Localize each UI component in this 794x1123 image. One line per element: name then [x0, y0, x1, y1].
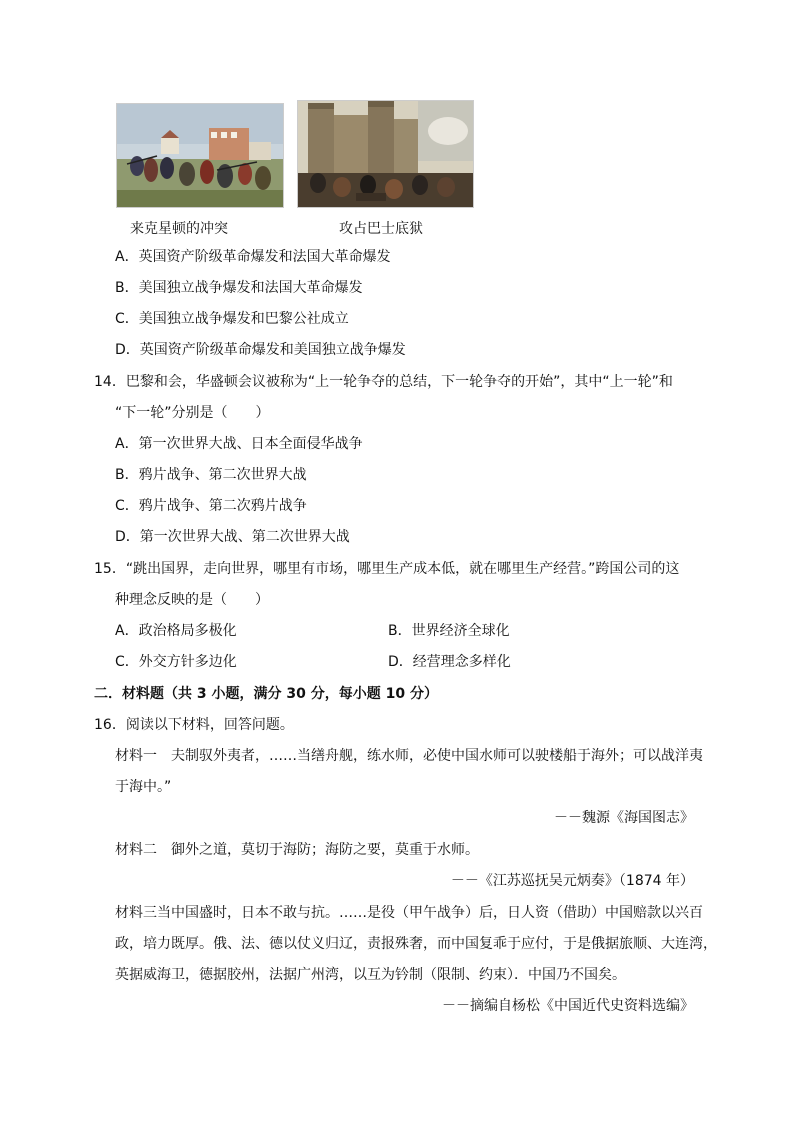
q13-option-c: C．美国独立战争爆发和巴黎公社成立 — [115, 311, 349, 327]
q14-stem-line1: 14．巴黎和会，华盛顿会议被称为“上一轮争夺的总结，下一轮争夺的开始”，其中“上一轮”和 — [94, 374, 673, 390]
q16-material2-source: －－《江苏巡抚吴元炳奏》（1874 年） — [450, 873, 694, 889]
q14-option-a: A．第一次世界大战、日本全面侵华战争 — [115, 436, 363, 452]
lexington-battle-image — [116, 103, 284, 208]
q14-option-d: D．第一次世界大战、第二次世界大战 — [115, 529, 350, 545]
q13-option-b: B．美国独立战争爆发和法国大革命爆发 — [115, 280, 363, 296]
q16-material1-line2: 于海中。” — [115, 779, 172, 795]
q15-option-d: D．经营理念多样化 — [388, 654, 511, 670]
q15-option-b: B．世界经济全球化 — [388, 623, 510, 639]
q13-option-a: A．英国资产阶级革命爆发和法国大革命爆发 — [115, 249, 391, 265]
q13-option-d: D．英国资产阶级革命爆发和美国独立战争爆发 — [115, 342, 406, 358]
q14-stem-line2: “下一轮”分别是（ ） — [115, 405, 270, 421]
q15-option-a: A．政治格局多极化 — [115, 623, 237, 639]
image-caption-bastille: 攻占巴士底狱 — [339, 221, 423, 237]
q16-material3-source: －－摘编自杨松《中国近代史资料选编》 — [442, 998, 694, 1014]
q14-option-b: B．鸦片战争、第二次世界大战 — [115, 467, 307, 483]
q16-stem: 16．阅读以下材料，回答问题。 — [94, 717, 294, 733]
q16-material3-line1: 材料三当中国盛时，日本不敢与抗。……是役（甲午战争）后，日人资（借助）中国赔款以兴百 — [115, 905, 703, 921]
q15-option-c: C．外交方针多边化 — [115, 654, 237, 670]
image-caption-lexington: 来克星顿的冲突 — [130, 221, 228, 237]
storming-bastille-image — [297, 100, 474, 208]
section-heading: 二．材料题（共 3 小题，满分 30 分，每小题 10 分） — [94, 686, 438, 702]
q16-material1-source: －－魏源《海国图志》 — [554, 810, 694, 826]
q14-option-c: C．鸦片战争、第二次鸦片战争 — [115, 498, 307, 514]
q16-material3-line3: 英据威海卫，德据胶州，法据广州湾，以互为钤制（限制、约束）．中国乃不国矣。 — [115, 967, 626, 983]
q15-stem-line1: 15．“跳出国界，走向世界，哪里有市场，哪里生产成本低，就在哪里生产经营。”跨国公司的这 — [94, 561, 680, 577]
q16-material3-line2: 政，培力既厚。俄、法、德以仗义归辽，责报殊奢，而中国复乖于应付，于是俄据旅顺、大连湾， — [115, 936, 717, 952]
q16-material1-line1: 材料一 夫制驭外夷者，……当缮舟舰，练水师，必使中国水师可以驶楼船于海外；可以战洋夷 — [115, 748, 703, 764]
q16-material2-line1: 材料二 御外之道，莫切于海防；海防之要，莫重于水师。 — [115, 842, 479, 858]
q15-stem-line2: 种理念反映的是（ ） — [115, 592, 269, 608]
